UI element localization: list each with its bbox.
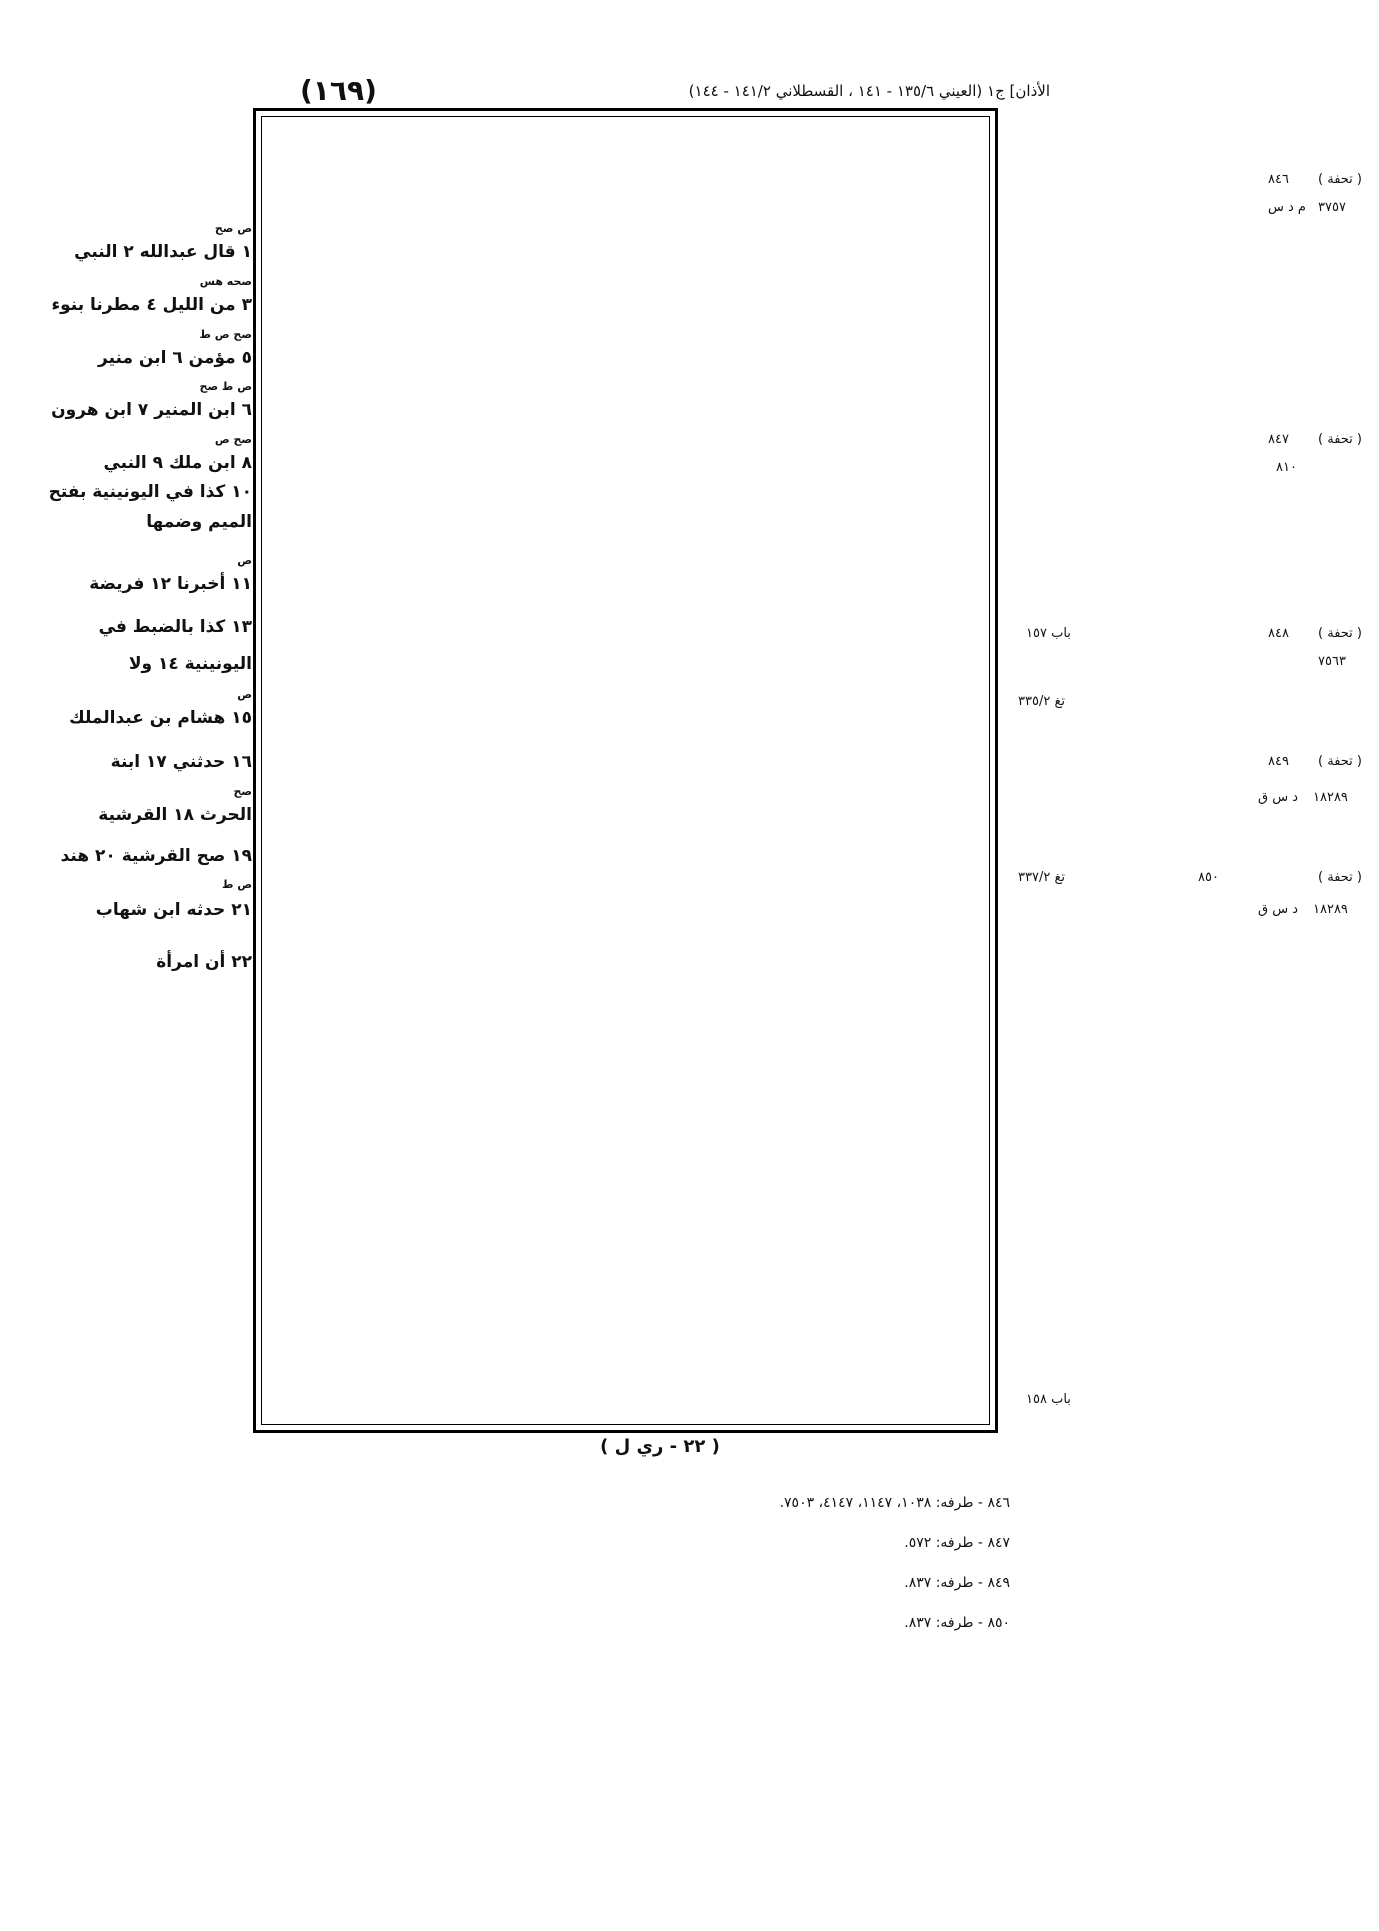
margin-note: ١١ أخبرنا ١٢ فريضة [89, 574, 252, 594]
margin-note: ٥ مؤمن ٦ ابن منير [98, 348, 252, 368]
margin-note-marker: ص [237, 688, 252, 701]
margin-note: ٣ من الليل ٤ مطرنا بنوء [51, 295, 252, 315]
bab-ref: باب ١٥٧ [1026, 626, 1071, 641]
tuhfa-ref: ( تحفة ) [1318, 172, 1362, 187]
margin-note-marker: صحه هس [199, 275, 252, 288]
margin-note: ٦ ابن المنير ٧ ابن هرون [51, 400, 252, 420]
hadith-number: ٨٤٦ [1268, 172, 1289, 187]
tuhfa-ref: ( تحفة ) [1318, 754, 1362, 769]
tuhfa-ref: ١٨٢٨٩ [1313, 790, 1348, 805]
margin-note: ٨ ابن ملك ٩ النبي [103, 453, 252, 473]
margin-note-marker: صح ص ط [199, 328, 252, 341]
margin-note: ١٦ حدثني ١٧ ابنة [110, 752, 252, 772]
margin-ref-row [1008, 460, 1368, 486]
footnote: ٨٤٧ - طرفه: ٥٧٢. [904, 1535, 1010, 1551]
signature-mark: ( ٢٢ - ري ل ) [600, 1436, 720, 1457]
margin-note: الميم وضمها [146, 512, 252, 532]
bab-ref: تغ ٣٣٥/٢ [1018, 694, 1065, 709]
hadith-number: ٨٤٧ [1268, 432, 1289, 447]
margin-note: ١٠ كذا في اليونينية بفتح [48, 482, 252, 502]
tuhfa-ref: ( تحفة ) [1318, 432, 1362, 447]
margin-note-marker: ص ط صح [199, 380, 252, 393]
hadith-number: ٨١٠ [1276, 460, 1297, 475]
margin-note-marker: ص [237, 554, 252, 567]
margin-ref-row [1008, 694, 1368, 720]
tuhfa-ref: ٣٧٥٧ [1318, 200, 1346, 215]
footnote: ٨٤٦ - طرفه: ١٠٣٨، ١١٤٧، ٤١٤٧، ٧٥٠٣. [779, 1495, 1010, 1511]
margin-ref-row [1008, 902, 1368, 928]
margin-ref-row [1008, 432, 1368, 458]
margin-note: ١٥ هشام بن عبدالملك [69, 708, 252, 728]
right-margin-references [1008, 150, 1368, 1450]
bab-ref: تغ ٣٣٧/٢ [1018, 870, 1065, 885]
page-header [300, 74, 1050, 108]
margin-note: ١٩ صح القرشية ٢٠ هند [60, 846, 252, 866]
margin-note: ١٣ كذا بالضبط في [98, 617, 252, 637]
main-text-inner-border [261, 116, 990, 1425]
main-text-frame [253, 108, 998, 1433]
hadith-number: د س ق [1258, 790, 1299, 805]
margin-ref-row [1008, 200, 1368, 226]
footnote: ٨٥٠ - طرفه: ٨٣٧. [904, 1615, 1010, 1631]
margin-note: ١ قال عبدالله ٢ النبي [74, 242, 252, 262]
margin-ref-row [1008, 172, 1368, 198]
tuhfa-ref: ١٨٢٨٩ [1313, 902, 1348, 917]
tuhfa-ref: ( تحفة ) [1318, 870, 1362, 885]
margin-note: اليونينية ١٤ ولا [128, 654, 252, 674]
margin-ref-row [1008, 1392, 1368, 1418]
hadith-number: ٨٤٩ [1268, 754, 1289, 769]
margin-note-marker: ص صح [214, 222, 252, 235]
margin-note-marker: صح [233, 785, 252, 798]
hadith-number: ٨٤٨ [1268, 626, 1289, 641]
margin-ref-row [1008, 654, 1368, 680]
tuhfa-ref: ٧٥٦٣ [1318, 654, 1346, 669]
page-number: (١٦٩) [300, 74, 377, 107]
tuhfa-ref: ( تحفة ) [1318, 626, 1362, 641]
margin-note: ٢٢ أن امرأة [156, 952, 252, 972]
hadith-number: ٨٥٠ [1198, 870, 1219, 885]
margin-note: ٢١ حدثه ابن شهاب [95, 900, 252, 920]
margin-note-marker: صح ص [214, 433, 252, 446]
margin-ref-row [1008, 754, 1368, 780]
running-header: الأذان] ج١ (العيني ١٣٥/٦ - ١٤١ ، القسطلاني ١٤١/٢ - ١٤٤) [688, 82, 1050, 100]
margin-note: الحرث ١٨ القرشية [98, 805, 252, 825]
footnote: ٨٤٩ - طرفه: ٨٣٧. [904, 1575, 1010, 1591]
margin-note-marker: ص ط [221, 878, 252, 891]
hadith-number: د س ق [1258, 902, 1299, 917]
margin-ref-row [1008, 790, 1368, 816]
margin-ref-row [1008, 626, 1368, 652]
margin-ref-row [1008, 870, 1368, 896]
bab-ref: باب ١٥٨ [1026, 1392, 1071, 1407]
hadith-number: م د س [1268, 200, 1306, 215]
